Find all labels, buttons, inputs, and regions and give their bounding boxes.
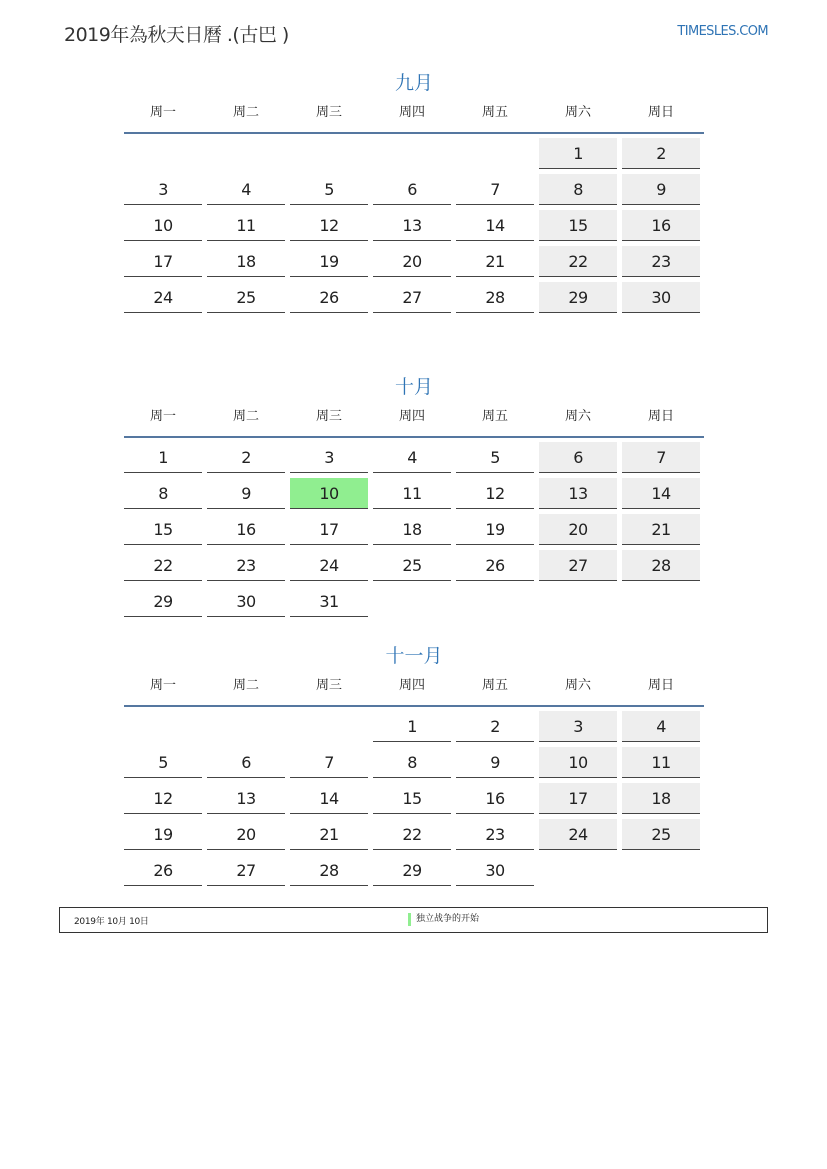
weekday-label: 周五	[481, 105, 508, 120]
day-cell[interactable]: 27	[207, 855, 285, 886]
day-cell[interactable]: 17	[290, 514, 368, 545]
weekday-label: 周二	[232, 105, 259, 120]
day-cell[interactable]: 5	[290, 174, 368, 205]
day-cell[interactable]: 11	[622, 747, 700, 778]
weekday-label: 周四	[398, 409, 425, 424]
day-cell[interactable]: 13	[207, 783, 285, 814]
day-cell[interactable]: 11	[207, 210, 285, 241]
day-cell[interactable]: 14	[622, 478, 700, 509]
day-cell[interactable]: 23	[207, 550, 285, 581]
day-cell[interactable]: 15	[124, 514, 202, 545]
holiday-date: 2019年 10月 10日	[74, 917, 149, 927]
day-cell[interactable]: 10	[124, 210, 202, 241]
weekday-label: 周六	[564, 409, 591, 424]
day-cell[interactable]: 21	[622, 514, 700, 545]
day-cell[interactable]: 25	[207, 282, 285, 313]
weekday-label: 周六	[564, 678, 591, 693]
day-cell[interactable]: 9	[622, 174, 700, 205]
weekday-label: 周三	[315, 105, 342, 120]
month-title: 九月	[394, 72, 433, 94]
day-cell[interactable]: 23	[622, 246, 700, 277]
day-cell[interactable]: 12	[456, 478, 534, 509]
day-cell[interactable]: 16	[456, 783, 534, 814]
holiday-legend	[59, 907, 768, 933]
day-cell[interactable]: 27	[373, 282, 451, 313]
holiday-name: 独立战争的开始	[408, 913, 479, 926]
weekday-header	[124, 675, 704, 707]
day-cell[interactable]: 5	[124, 747, 202, 778]
day-cell[interactable]: 11	[373, 478, 451, 509]
day-cell[interactable]: 19	[124, 819, 202, 850]
day-grid	[124, 138, 704, 313]
day-cell[interactable]: 7	[456, 174, 534, 205]
day-cell[interactable]: 22	[124, 550, 202, 581]
day-cell[interactable]: 30	[456, 855, 534, 886]
day-cell[interactable]: 30	[622, 282, 700, 313]
day-cell[interactable]: 16	[622, 210, 700, 241]
day-cell[interactable]: 12	[290, 210, 368, 241]
day-cell[interactable]: 13	[373, 210, 451, 241]
day-cell[interactable]: 13	[539, 478, 617, 509]
weekday-label: 周一	[149, 678, 176, 693]
day-cell[interactable]: 30	[207, 586, 285, 617]
day-cell[interactable]: 21	[456, 246, 534, 277]
weekday-label: 周一	[149, 105, 176, 120]
day-cell[interactable]: 10	[290, 478, 368, 509]
day-cell[interactable]: 16	[207, 514, 285, 545]
day-cell[interactable]: 24	[124, 282, 202, 313]
day-cell[interactable]: 19	[290, 246, 368, 277]
day-cell[interactable]: 23	[456, 819, 534, 850]
day-cell[interactable]: 6	[373, 174, 451, 205]
day-cell[interactable]: 9	[207, 478, 285, 509]
month-title: 十月	[394, 376, 433, 398]
weekday-label: 周四	[398, 678, 425, 693]
day-cell[interactable]: 2	[456, 711, 534, 742]
day-cell[interactable]: 21	[290, 819, 368, 850]
site-link[interactable]: TIMESLES.COM	[677, 24, 768, 39]
day-cell[interactable]: 19	[456, 514, 534, 545]
day-cell[interactable]: 2	[622, 138, 700, 169]
weekday-label: 周三	[315, 678, 342, 693]
day-cell[interactable]: 22	[539, 246, 617, 277]
weekday-label: 周一	[149, 409, 176, 424]
day-cell[interactable]: 8	[124, 478, 202, 509]
weekday-header	[124, 406, 704, 438]
day-cell[interactable]: 22	[373, 819, 451, 850]
day-cell[interactable]: 18	[622, 783, 700, 814]
day-cell[interactable]: 4	[373, 442, 451, 473]
weekday-label: 周二	[232, 409, 259, 424]
day-cell[interactable]: 15	[373, 783, 451, 814]
day-cell[interactable]: 14	[290, 783, 368, 814]
day-grid	[124, 442, 704, 617]
weekday-label: 周五	[481, 409, 508, 424]
day-cell[interactable]: 6	[207, 747, 285, 778]
day-cell[interactable]: 3	[124, 174, 202, 205]
day-cell[interactable]: 1	[373, 711, 451, 742]
page-title: 2019年為秋天日曆 .(古巴 )	[64, 24, 289, 46]
day-cell[interactable]: 8	[539, 174, 617, 205]
day-cell[interactable]: 18	[373, 514, 451, 545]
day-cell[interactable]: 25	[622, 819, 700, 850]
day-cell[interactable]: 7	[290, 747, 368, 778]
month-september	[124, 70, 704, 313]
month-title: 十一月	[385, 645, 443, 667]
weekday-label: 周二	[232, 678, 259, 693]
weekday-header	[124, 102, 704, 134]
day-cell[interactable]: 24	[539, 819, 617, 850]
day-cell[interactable]: 25	[373, 550, 451, 581]
weekday-label: 周日	[647, 409, 674, 424]
day-cell[interactable]: 4	[622, 711, 700, 742]
day-cell[interactable]: 9	[456, 747, 534, 778]
day-cell[interactable]: 14	[456, 210, 534, 241]
day-cell[interactable]: 10	[539, 747, 617, 778]
day-cell[interactable]: 20	[207, 819, 285, 850]
weekday-label: 周日	[647, 678, 674, 693]
day-cell[interactable]: 17	[539, 783, 617, 814]
day-cell[interactable]: 26	[124, 855, 202, 886]
day-cell[interactable]: 29	[539, 282, 617, 313]
day-cell[interactable]: 5	[456, 442, 534, 473]
day-cell[interactable]: 17	[124, 246, 202, 277]
day-cell[interactable]: 1	[124, 442, 202, 473]
day-cell[interactable]: 1	[539, 138, 617, 169]
day-cell[interactable]: 3	[539, 711, 617, 742]
day-cell[interactable]: 28	[290, 855, 368, 886]
day-cell[interactable]: 3	[290, 442, 368, 473]
day-cell[interactable]: 4	[207, 174, 285, 205]
day-cell[interactable]: 7	[622, 442, 700, 473]
month-november	[124, 643, 704, 886]
day-cell[interactable]: 28	[622, 550, 700, 581]
day-cell[interactable]: 20	[373, 246, 451, 277]
day-cell[interactable]: 2	[207, 442, 285, 473]
day-cell[interactable]: 15	[539, 210, 617, 241]
day-cell[interactable]: 18	[207, 246, 285, 277]
weekday-label: 周日	[647, 105, 674, 120]
day-cell[interactable]: 31	[290, 586, 368, 617]
weekday-label: 周四	[398, 105, 425, 120]
day-cell[interactable]: 27	[539, 550, 617, 581]
day-cell[interactable]: 29	[124, 586, 202, 617]
day-cell[interactable]: 26	[456, 550, 534, 581]
weekday-label: 周五	[481, 678, 508, 693]
month-october	[124, 374, 704, 617]
day-cell[interactable]: 8	[373, 747, 451, 778]
day-cell[interactable]: 6	[539, 442, 617, 473]
weekday-label: 周三	[315, 409, 342, 424]
day-cell[interactable]: 29	[373, 855, 451, 886]
day-cell[interactable]: 12	[124, 783, 202, 814]
day-cell[interactable]: 24	[290, 550, 368, 581]
day-grid	[124, 711, 704, 886]
day-cell[interactable]: 26	[290, 282, 368, 313]
day-cell[interactable]: 28	[456, 282, 534, 313]
weekday-label: 周六	[564, 105, 591, 120]
day-cell[interactable]: 20	[539, 514, 617, 545]
